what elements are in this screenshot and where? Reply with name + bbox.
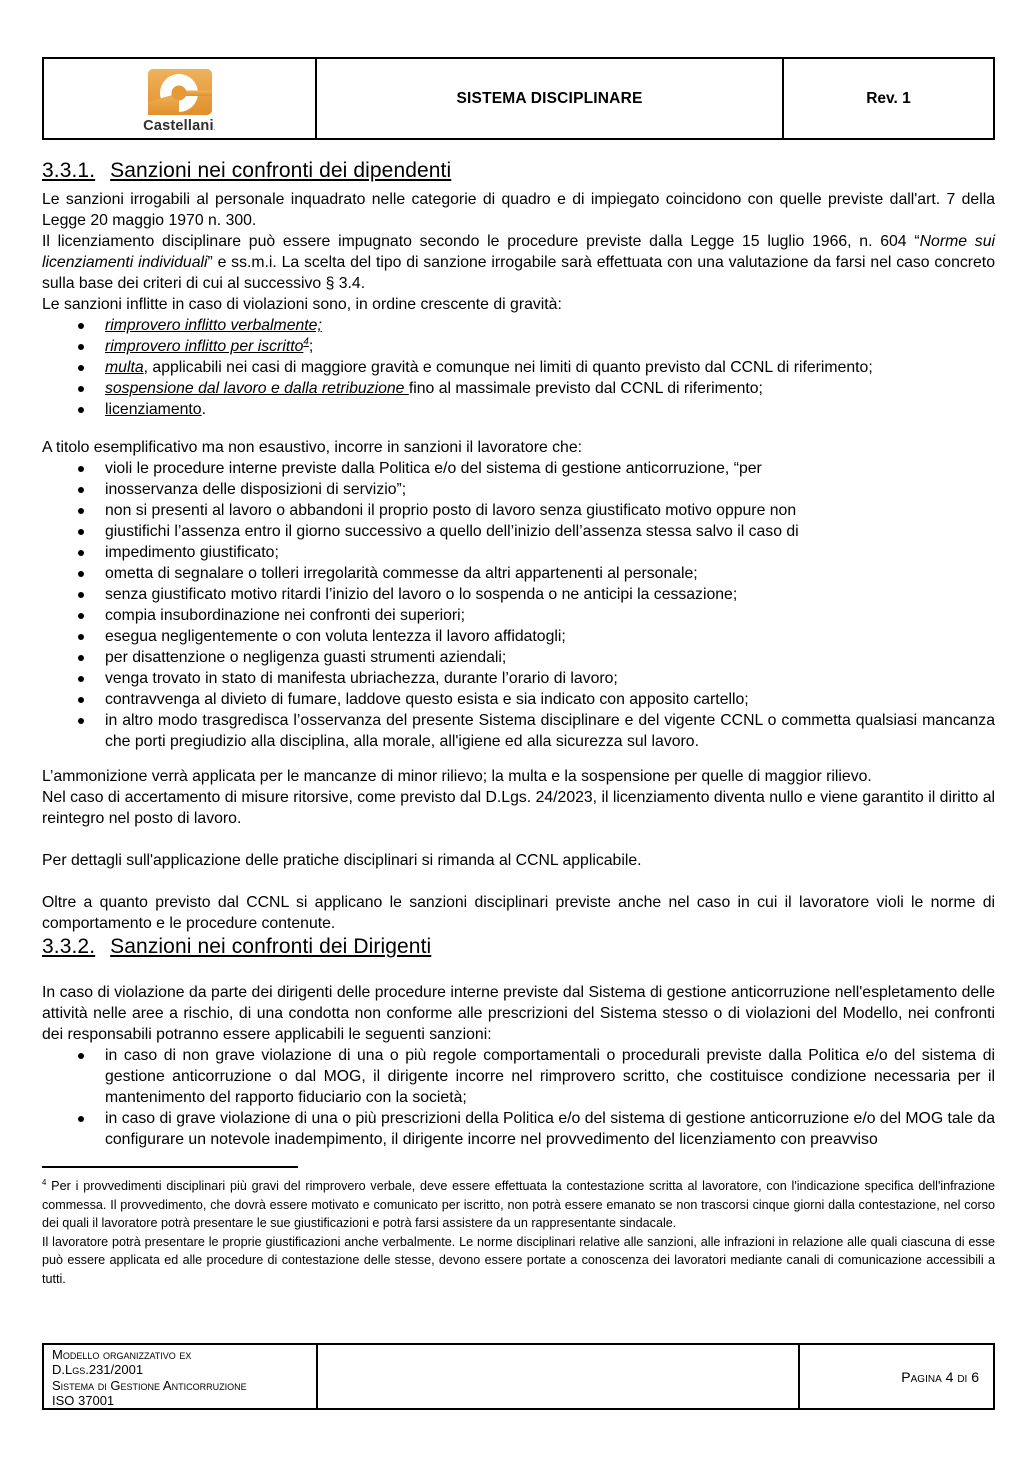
footnote-text-1 — [42, 1177, 995, 1233]
footer-spacer-cell — [316, 1345, 800, 1408]
text-run: violi le procedure interne previste dalla Politica e/o del sistema di gestione anticorruzione, “per — [105, 460, 762, 477]
text-run: sospensione dal lavoro e dalla retribuzione — [105, 380, 409, 397]
paragraph-sanctions-intro: Le sanzioni inflitte in caso di violazioni sono, in ordine crescente di gravità: — [42, 296, 562, 313]
text-run: giustifichi l’assenza entro il giorno successivo a quello dell’inizio dell’assenza stessa salvo il caso di — [105, 523, 799, 540]
castellani-logo-icon — [148, 69, 212, 115]
text-run: ometta di segnalare o tolleri irregolarità commesse da altri appartenenti al personale; — [105, 565, 698, 582]
revision-label: Rev. 1 — [866, 89, 911, 107]
list-item — [105, 479, 995, 500]
document-title: SISTEMA DISCIPLINARE — [456, 89, 643, 107]
footnote-text-2: Il lavoratore potrà presentare le proprie giustificazioni anche verbalmente. Le norme disciplinari relative alle sanzioni, alle infrazioni in relazione alle quali ciascuna di esse può essere applicata ed alle procedure di contestazione delle stesse, devono essere portate a conoscenza dei lavoratori mediante canali di comunicazione accessibili a tutti. — [42, 1234, 995, 1286]
list-item — [105, 689, 995, 710]
logo-wordmark: Castellani. — [143, 118, 216, 134]
paragraph-managers-intro: In caso di violazione da parte dei dirigenti delle procedure interne previste dal Sistema di gestione anticorruzione nell'espletamento delle attività nelle aree a rischio, di una condotta non conforme alle prescrizioni del Sistema stesso o di violazioni del Modello, nei confronti dei responsabili potranno essere applicabili le seguenti sanzioni: — [42, 984, 995, 1043]
list-item — [105, 521, 995, 542]
text-run: in caso di non grave violazione di una o più regole comportamentali o procedurali previste dalla Politica e/o del sistema di gestione anticorruzione o dal MOG, il dirigente incorre nel rimprovero scritto, che costituisce condizione necessaria per il mantenimento del rapporto fiduciario con la società; — [105, 1047, 995, 1106]
text-run: contravvenga al divieto di fumare, laddove questo esista e sia indicato con apposito cartello; — [105, 691, 749, 708]
text-run: 4 — [42, 1177, 47, 1187]
footer-info-line: D.Lgs.231/2001 — [52, 1362, 144, 1378]
paragraph-employee-sanctions-2 — [42, 231, 995, 294]
text-run: 4 — [303, 336, 309, 348]
text-run: non si presenti al lavoro o abbandoni il proprio posto di lavoro senza giustificato motivo oppure non — [105, 502, 797, 519]
document-header-table — [42, 57, 995, 140]
document-body — [42, 158, 995, 1289]
list-item — [105, 584, 995, 605]
section-number: 3.3.1. — [42, 159, 96, 182]
footer-page-cell — [800, 1345, 993, 1408]
logo-suffix: . — [213, 125, 216, 132]
list-item — [105, 500, 995, 521]
list-item — [105, 626, 995, 647]
text-run: rimprovero inflitto verbalmente; — [105, 317, 322, 334]
paragraph-retaliation: Nel caso di accertamento di misure ritorsive, come previsto dal D.Lgs. 24/2023, il licenziamento diventa nullo e viene garantito il diritto al reintegro nel posto di lavoro. — [42, 789, 995, 827]
text-run: Per i provvedimenti disciplinari più gravi del rimprovero verbale, deve essere effettuata la contestazione scritta al lavoratore, con l'indicazione specifica dell'infrazione commessa. Il provvedimento, che dovrà essere motivato e comunicato per iscritto, non potrà essere emanato se non trascorsi cinque giorni dalla contestazione, nel corso dei quali il lavoratore potrà presentare le sue giustificazioni e potrà farsi assistere da un rappresentante sindacale. — [42, 1179, 995, 1231]
text-run: venga trovato in stato di manifesta ubriachezza, durante l’orario di lavoro; — [105, 670, 618, 687]
text-run: . — [201, 401, 206, 418]
footer-info-line: Sistema di Gestione Anticorruzione — [52, 1377, 247, 1393]
section-number: 3.3.2. — [42, 935, 96, 958]
paragraph-admonition: L’ammonizione verrà applicata per le mancanze di minor rilievo; la multa e la sospensione per quelle di maggior rilievo. — [42, 768, 872, 785]
text-run: rimprovero inflitto per iscritto — [105, 338, 304, 355]
violations-list — [42, 458, 995, 752]
text-run: , applicabili nei casi di maggiore gravità e comunque nei limiti di quanto previsto dal CCNL di riferimento; — [143, 359, 873, 376]
list-item — [105, 542, 995, 563]
managers-sanctions-list — [42, 1045, 995, 1150]
document-title-cell — [315, 59, 784, 138]
list-item — [105, 1108, 995, 1150]
text-run: in altro modo trasgredisca l’osservanza del presente Sistema disciplinare e del vigente CCNL o commetta qualsiasi mancanza che porti pregiudizio alla disciplina, alla morale, all'igiene ed alla sicurezza sul lavoro. — [105, 712, 995, 750]
list-item — [105, 605, 995, 626]
paragraph-ccnl-details: Per dettagli sull'applicazione delle pratiche disciplinari si rimanda al CCNL applicabile. — [42, 852, 642, 869]
section-title: Sanzioni nei confronti dei Dirigenti — [110, 935, 432, 958]
footer-info-line: ISO 37001 — [52, 1393, 115, 1409]
list-item — [105, 315, 995, 336]
text-run: Norme sui licenziamenti individuali — [42, 233, 995, 271]
revision-cell — [784, 59, 993, 138]
footer-doc-info — [44, 1345, 316, 1408]
company-logo — [44, 59, 315, 138]
text-run: per disattenzione o negligenza guasti strumenti aziendali; — [105, 649, 507, 666]
text-run: compia insubordinazione nei confronti dei superiori; — [105, 607, 466, 624]
list-item — [105, 378, 995, 399]
section-heading-3-3-2 — [42, 934, 995, 960]
text-run: esegua negligentemente o con voluta lentezza il lavoro affidatogli; — [105, 628, 566, 645]
section-heading-3-3-1 — [42, 158, 995, 184]
paragraph-employee-sanctions-1: Le sanzioni irrogabili al personale inquadrato nelle categorie di quadro e di impiegato coincidono con quelle previste dall'art. 7 della Legge 20 maggio 1970 n. 300. — [42, 191, 995, 229]
list-item — [105, 336, 995, 357]
list-item — [105, 647, 995, 668]
text-run: licenziamento — [105, 401, 202, 418]
list-item — [105, 710, 995, 752]
text-run: multa — [105, 359, 144, 376]
list-item — [105, 399, 995, 420]
list-item — [105, 458, 995, 479]
list-item — [105, 563, 995, 584]
paragraph-beyond-ccnl: Oltre a quanto previsto dal CCNL si applicano le sanzioni disciplinari previste anche nel caso in cui il lavoratore violi le norme di comportamento e le procedure contenute. — [42, 894, 995, 932]
footer-info-line: Modello organizzativo ex — [52, 1347, 192, 1362]
text-run: ” e ss.m.i. La scelta del tipo di sanzione irrogabile sarà effettuata con una valutazione da farsi nel caso concreto sulla base dei criteri di cui al successivo § 3.4. — [42, 254, 995, 292]
text-run: in caso di grave violazione di una o più prescrizioni della Politica e/o del sistema di gestione anticorruzione e/o del MOG tale da configurare un notevole inadempimento, il dirigente incorre nel provvedimento del licenziamento con preavviso — [105, 1110, 995, 1148]
section-title: Sanzioni nei confronti dei dipendenti — [110, 159, 452, 182]
document-footer-table — [42, 1343, 995, 1410]
list-item — [105, 668, 995, 689]
list-item — [105, 1045, 995, 1108]
footnote — [42, 1166, 995, 1289]
text-run: ; — [308, 338, 314, 355]
list-item — [105, 357, 995, 378]
footnote-divider — [42, 1166, 298, 1168]
paragraph-examples-intro: A titolo esemplificativo ma non esaustivo, incorre in sanzioni il lavoratore che: — [42, 439, 582, 456]
footer-page-number: Pagina 4 di 6 — [901, 1368, 979, 1385]
text-run: fino al massimale previsto dal CCNL di riferimento; — [408, 380, 763, 397]
text-run: impedimento giustificato; — [105, 544, 279, 561]
text-run: Il licenziamento disciplinare può essere impugnato secondo le procedure previste dalla Legge 15 luglio 1966, n. 604 “ — [42, 233, 920, 250]
sanctions-list — [42, 315, 995, 420]
text-run: inosservanza delle disposizioni di servizio”; — [105, 481, 407, 498]
text-run: senza giustificato motivo ritardi l’inizio del lavoro o lo sospenda o ne anticipi la cessazione; — [105, 586, 738, 603]
